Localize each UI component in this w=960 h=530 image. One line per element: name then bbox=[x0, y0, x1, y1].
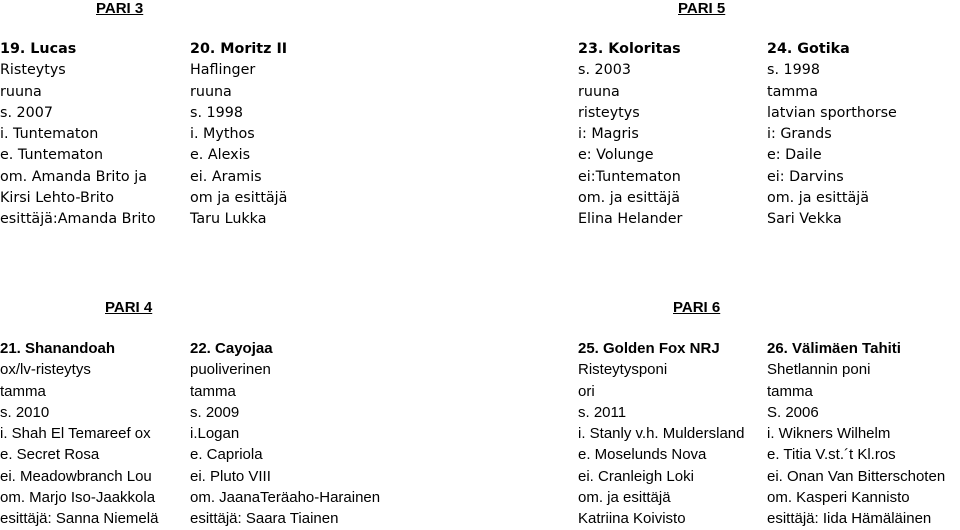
entry-title: 22. Cayojaa bbox=[190, 340, 273, 357]
entry-line: i.Logan bbox=[190, 425, 240, 443]
entry-line: ruuna bbox=[190, 83, 232, 100]
entry-line: Haflinger bbox=[190, 62, 256, 79]
entry-line: tamma bbox=[0, 382, 46, 400]
section-heading-pari-6: PARI 6 bbox=[673, 299, 721, 316]
entry-line: puoliverinen bbox=[190, 361, 271, 379]
entry-20-moritz-ii bbox=[190, 39, 380, 231]
entry-line: om. Amanda Brito ja bbox=[0, 168, 147, 185]
entry-19-lucas bbox=[0, 39, 190, 231]
entry-line: e. Secret Rosa bbox=[0, 446, 100, 464]
entry-title: 25. Golden Fox NRJ bbox=[578, 340, 720, 357]
entry-line: Sari Vekka bbox=[767, 211, 842, 228]
entry-line: esittäjä: Saara Tiainen bbox=[190, 510, 339, 528]
entry-line: ei:Tuntematon bbox=[578, 168, 681, 185]
entry-line: e. Moselunds Nova bbox=[578, 446, 707, 464]
entry-line: i: Grands bbox=[767, 126, 832, 143]
entry-title: 23. Koloritas bbox=[578, 41, 681, 57]
entry-line: Risteytys bbox=[0, 62, 66, 79]
entry-line: e: Volunge bbox=[578, 147, 654, 164]
entry-line: om. ja esittäjä bbox=[578, 190, 680, 207]
entry-line: esittäjä:Amanda Brito bbox=[0, 211, 156, 228]
entry-line: Risteytysponi bbox=[578, 361, 668, 379]
entry-line: ruuna bbox=[578, 83, 620, 100]
entry-line: s. 2010 bbox=[0, 403, 50, 421]
entry-line: s. 2007 bbox=[0, 104, 53, 121]
entry-line: om. Kasperi Kannisto bbox=[767, 489, 910, 507]
entry-23-koloritas bbox=[578, 39, 768, 231]
entry-line: ei. Aramis bbox=[190, 168, 262, 185]
entry-26-valimaen-tahiti bbox=[767, 338, 957, 530]
entry-line: ei. Onan Van Bitterschoten bbox=[767, 467, 946, 485]
entry-line: risteytys bbox=[578, 104, 640, 121]
entry-line: e: Daile bbox=[767, 147, 822, 164]
entry-line: ei. Cranleigh Loki bbox=[578, 467, 694, 485]
entry-line: om. JaanaTeräaho-Harainen bbox=[190, 489, 381, 507]
entry-line: esittäjä: Sanna Niemelä bbox=[0, 510, 159, 528]
entry-line: om. Marjo Iso-Jaakkola bbox=[0, 489, 156, 507]
entry-title: 24. Gotika bbox=[767, 41, 850, 57]
entry-line: Elina Helander bbox=[578, 211, 683, 228]
entry-line: ox/lv-risteytys bbox=[0, 361, 91, 379]
entry-line: latvian sporthorse bbox=[767, 104, 897, 121]
entry-line: Taru Lukka bbox=[190, 211, 267, 228]
entry-line: e. Tuntematon bbox=[0, 147, 104, 164]
entry-line: tamma bbox=[190, 382, 236, 400]
section-heading-pari-4: PARI 4 bbox=[105, 299, 153, 316]
section-heading-pari-3: PARI 3 bbox=[96, 0, 144, 17]
entry-line: s. 1998 bbox=[767, 62, 820, 79]
entry-line: i. Tuntematon bbox=[0, 126, 99, 143]
entry-line: S. 2006 bbox=[767, 403, 819, 421]
entry-line: s. 2003 bbox=[578, 62, 631, 79]
entry-line: om ja esittäjä bbox=[190, 190, 288, 207]
entry-line: i: Magris bbox=[578, 126, 639, 143]
entry-line: i. Shah El Temareef ox bbox=[0, 425, 151, 443]
entry-line: om. ja esittäjä bbox=[767, 190, 869, 207]
entry-line: i. Stanly v.h. Muldersland bbox=[578, 425, 745, 443]
entry-line: tamma bbox=[767, 382, 813, 400]
entry-line: Shetlannin poni bbox=[767, 361, 871, 379]
entry-24-gotika bbox=[767, 39, 957, 231]
entry-21-shanandoah bbox=[0, 338, 190, 530]
entry-line: ei. Pluto VIII bbox=[190, 467, 271, 485]
entry-line: ruuna bbox=[0, 83, 42, 100]
entry-line: ori bbox=[578, 382, 595, 400]
section-heading-pari-5: PARI 5 bbox=[678, 0, 726, 17]
entry-line: tamma bbox=[767, 83, 818, 100]
entry-22-cayojaa bbox=[190, 338, 380, 530]
entry-line: Katriina Koivisto bbox=[578, 510, 686, 528]
entry-line: e. Titia V.st.´t Kl.ros bbox=[767, 446, 896, 464]
entry-title: 20. Moritz II bbox=[190, 41, 288, 57]
entry-line: e. Alexis bbox=[190, 147, 251, 164]
entry-line: ei: Darvins bbox=[767, 168, 844, 185]
entry-line: s. 1998 bbox=[190, 104, 243, 121]
entry-line: om. ja esittäjä bbox=[578, 489, 671, 507]
entry-line: e. Capriola bbox=[190, 446, 263, 464]
entry-title: 21. Shanandoah bbox=[0, 340, 116, 357]
entry-line: ei. Meadowbranch Lou bbox=[0, 467, 152, 485]
entry-25-golden-fox-nrj bbox=[578, 338, 768, 530]
entry-line: i. Mythos bbox=[190, 126, 255, 143]
entry-line: Kirsi Lehto-Brito bbox=[0, 190, 115, 207]
entry-line: s. 2011 bbox=[578, 403, 627, 421]
entry-line: s. 2009 bbox=[190, 403, 240, 421]
entry-title: 26. Välimäen Tahiti bbox=[767, 340, 901, 357]
entry-title: 19. Lucas bbox=[0, 41, 77, 57]
entry-line: esittäjä: Iida Hämäläinen bbox=[767, 510, 932, 528]
entry-line: i. Wikners Wilhelm bbox=[767, 425, 891, 443]
